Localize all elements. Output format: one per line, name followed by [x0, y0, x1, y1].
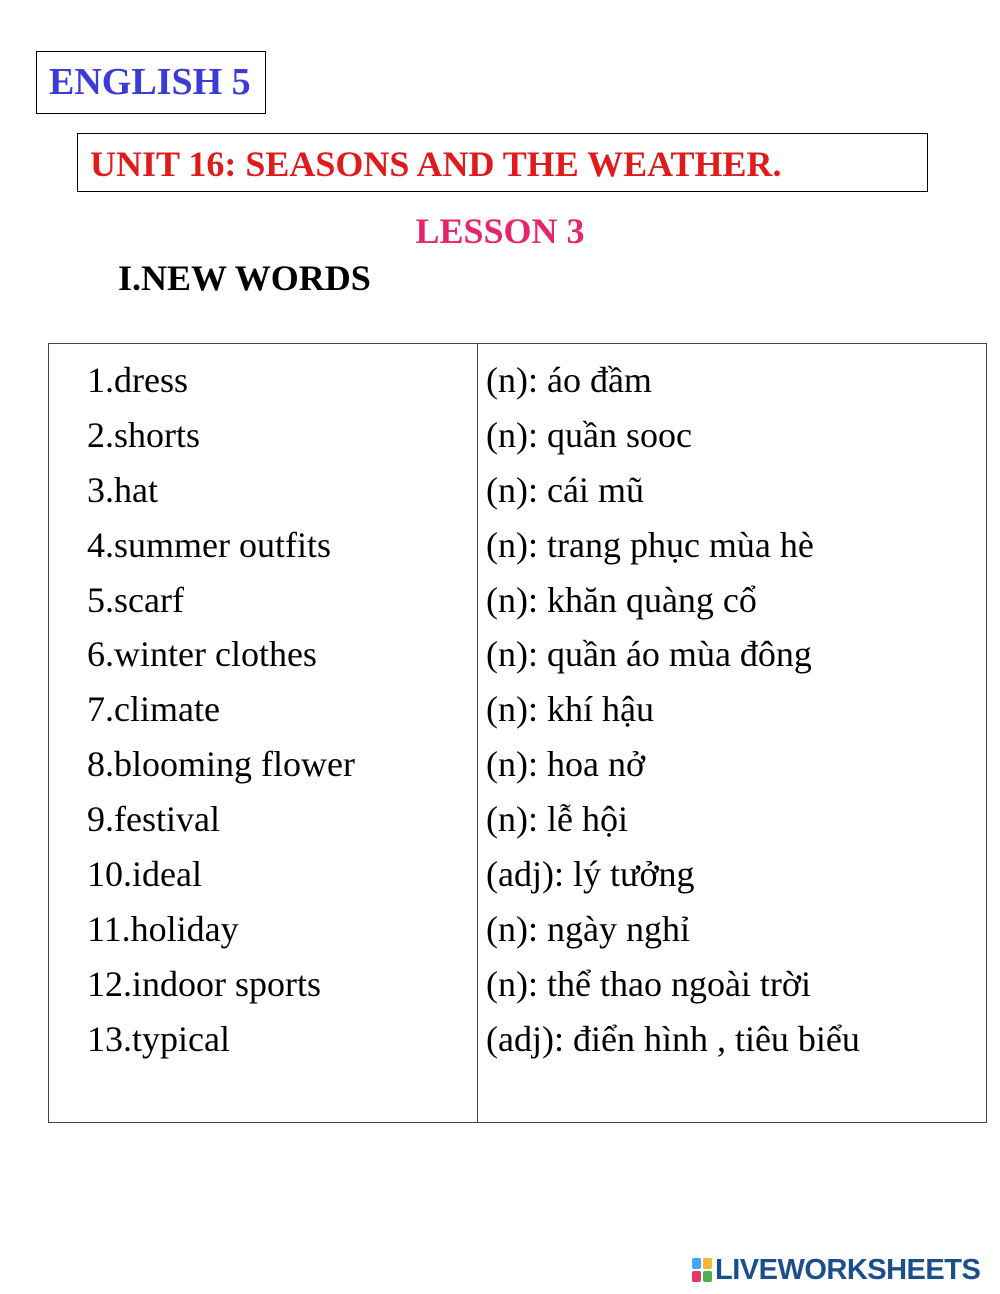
vocab-meaning: (n): quần áo mùa đông — [486, 634, 812, 675]
vocab-word: 8.blooming flower — [87, 744, 355, 785]
logo-icon-square — [703, 1271, 712, 1282]
vocab-meaning: (n): áo đầm — [486, 360, 652, 400]
vocab-meaning: (adj): điển hình , tiêu biểu — [486, 1018, 860, 1059]
vocab-word: 5.scarf — [87, 579, 184, 620]
vocab-meaning: (n): khí hậu — [486, 689, 654, 730]
logo-icon-square — [703, 1258, 712, 1269]
section-heading: I.NEW WORDS — [118, 258, 371, 298]
vocab-meaning: (n): lễ hội — [486, 799, 628, 840]
logo-icon-square — [692, 1271, 701, 1282]
vocab-word: 9.festival — [87, 799, 220, 840]
vocab-word: 7.climate — [87, 689, 220, 730]
liveworksheets-logo[interactable] — [692, 1253, 980, 1287]
english-words-column — [87, 358, 355, 1072]
vocab-word: 3.hat — [87, 469, 158, 510]
vocab-meaning: (n): trang phục mùa hè — [486, 524, 814, 565]
unit-box — [77, 133, 928, 192]
vocab-meaning: (adj): lý tưởng — [486, 854, 695, 895]
logo-text: LIVEWORKSHEETS — [715, 1253, 981, 1286]
unit-title: UNIT 16: SEASONS AND THE WEATHER. — [90, 144, 782, 184]
vocab-word: 4.summer outfits — [87, 524, 331, 565]
vocab-word: 10.ideal — [87, 854, 202, 895]
vocab-word: 12.indoor sports — [87, 963, 321, 1004]
logo-icon-square — [692, 1258, 701, 1269]
vocab-meaning: (n): ngày nghỉ — [486, 908, 690, 949]
vocab-meaning: (n): quần sooc — [486, 414, 692, 455]
vocab-meaning: (n): cái mũ — [486, 469, 644, 510]
vocab-meaning: (n): khăn quàng cổ — [486, 579, 757, 620]
vocab-word: 11.holiday — [87, 908, 239, 949]
subject-box — [36, 51, 266, 114]
vocab-word: 13.typical — [87, 1018, 230, 1059]
lesson-title: LESSON 3 — [415, 211, 585, 251]
subject-title: ENGLISH 5 — [49, 61, 251, 103]
vocab-word: 1.dress — [87, 360, 188, 400]
vietnamese-meanings-column — [486, 358, 860, 1072]
vocab-meaning: (n): thể thao ngoài trời — [486, 963, 811, 1004]
liveworksheets-logo-icon — [692, 1258, 712, 1282]
vocabulary-table — [48, 343, 987, 1123]
vocab-meaning: (n): hoa nở — [486, 744, 645, 785]
vocab-word: 2.shorts — [87, 414, 201, 455]
vocab-word: 6.winter clothes — [87, 634, 317, 675]
table-column-divider — [477, 344, 478, 1122]
